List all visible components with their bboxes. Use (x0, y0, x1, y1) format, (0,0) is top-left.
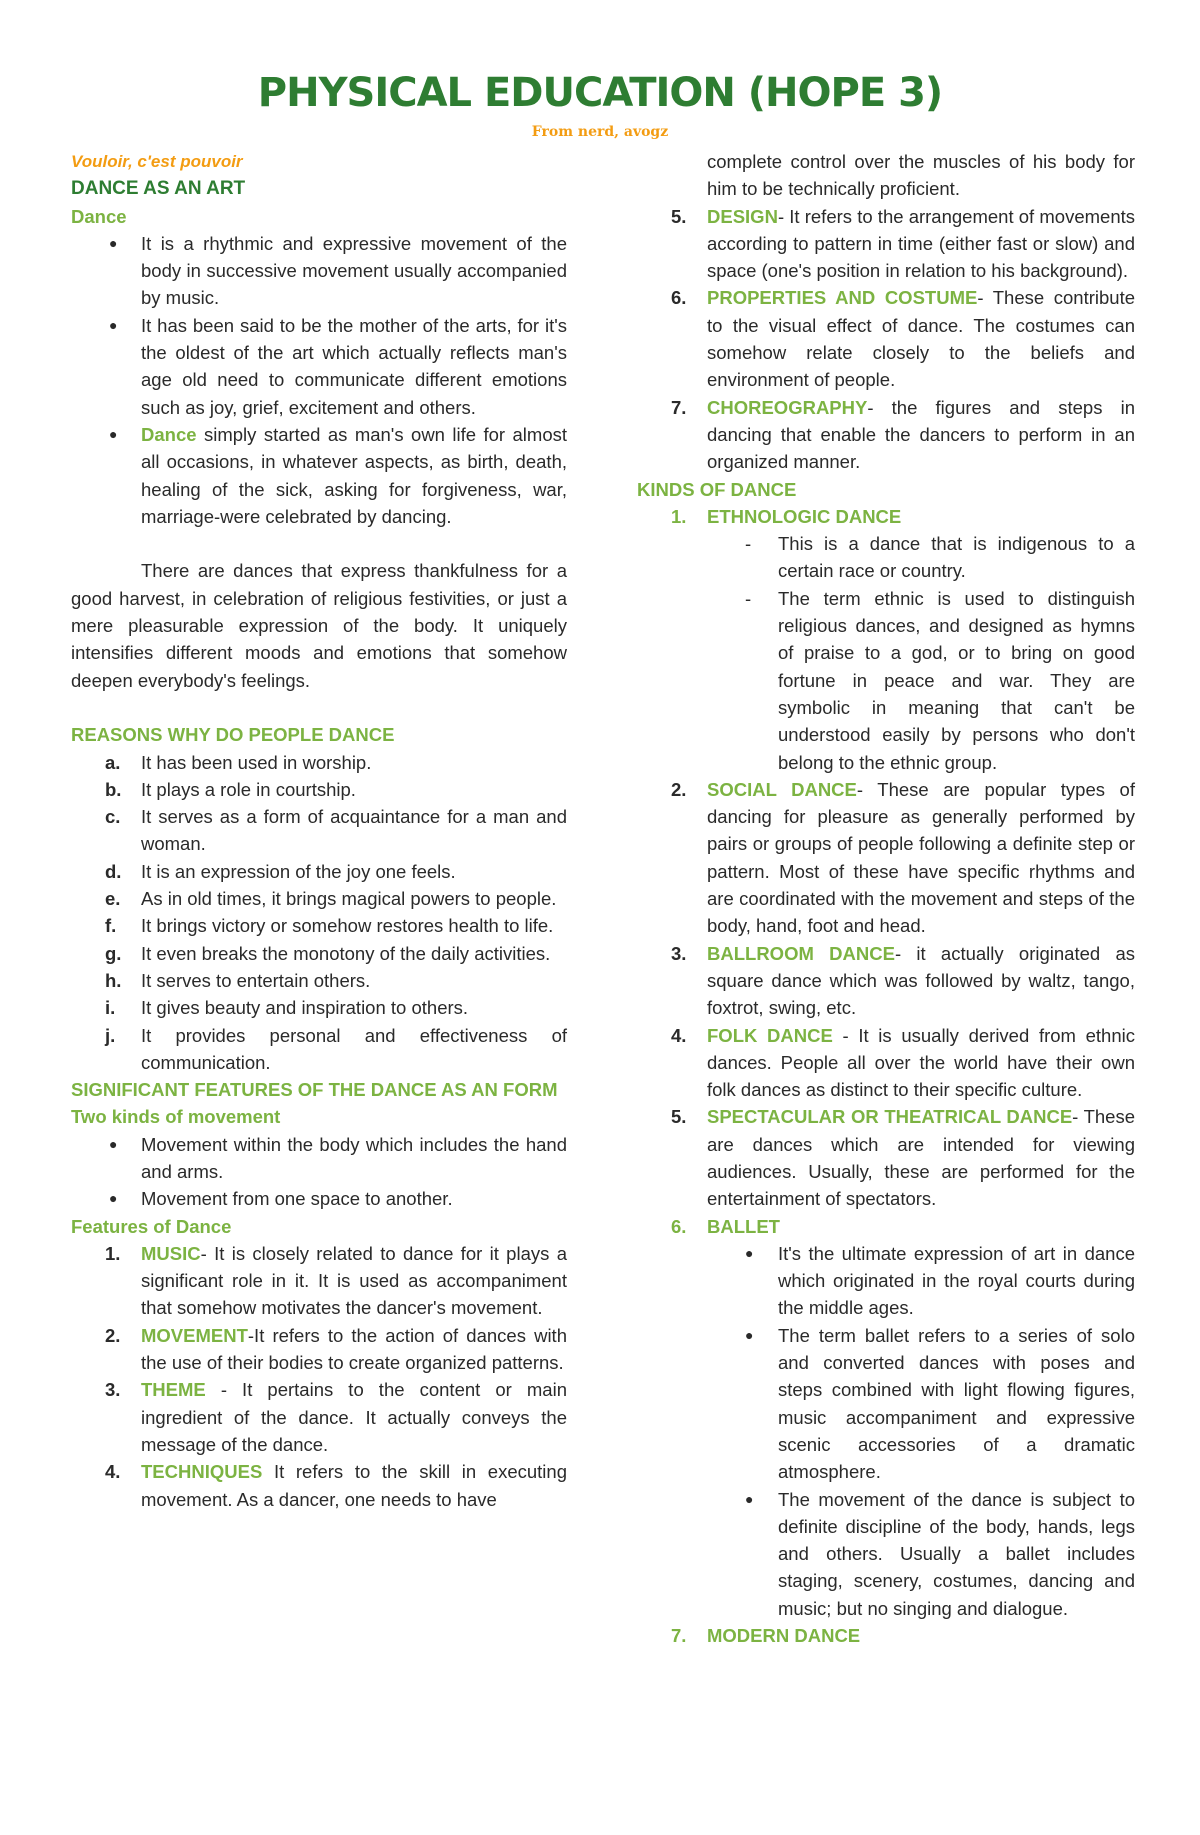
list-item: 4. FOLK DANCE - It is usually derived from ethnic dances. People all over the world have their own folk dances as distinct to their specific culture. (671, 1024, 1135, 1101)
list-item: 5. DESIGN- It refers to the arrangement of movements according to pattern in time (either fast or slow) and space (one's position in relation to his background). (671, 205, 1135, 282)
list-item: 7. CHOREOGRAPHY- the figures and steps in dancing that enable the dancers to perform in an organized manner. (671, 396, 1135, 473)
list-item: b. It plays a role in courtship. (105, 778, 356, 800)
keyword: Dance (141, 423, 197, 445)
list-item: ● It is a rhythmic and expressive movement of the body in successive movement usually accompanied by music. (71, 230, 567, 312)
keyword: CHOREOGRAPHY (707, 396, 868, 418)
list-item: ● The movement of the dance is subject to definite discipline of the body, hands, legs and others. Usually a ballet includes staging, scenery, costumes, dancing and music; but no singing and dialogue. (637, 1486, 1135, 1622)
features-section-title: SIGNIFICANT FEATURES OF THE DANCE AS AN FORM (71, 1079, 558, 1101)
left-column (71, 148, 567, 1513)
reasons-list (71, 749, 567, 1077)
list-item: ● The term ballet refers to a series of solo and converted dances with poses and steps combined with light flowing figures, music accompaniment and expressive scenic accessories of a dramatic atmosphere. (637, 1322, 1135, 1486)
paragraph: There are dances that express thankfulness for a good harvest, in celebration of religious festivities, or just a mere pleasurable expression of the body. It uniquely intensifies different moods and emotions that somehow deepen everybody's feelings. (71, 560, 567, 691)
list-item: 6. PROPERTIES AND COSTUME- These contribute to the visual effect of dance. The costumes can somehow relate closely to the beliefs and environment of people. (671, 287, 1135, 391)
keyword: BALLET (707, 1215, 780, 1237)
list-item: ● Movement within the body which includes the hand and arms. (71, 1131, 567, 1186)
kinds-list (637, 776, 1135, 1213)
list-item: ● It's the ultimate expression of art in dance which originated in the royal courts during the middle ages. (637, 1240, 1135, 1322)
list-item: j. It provides personal and effectiveness of communication. (105, 1024, 567, 1073)
list-item: d. It is an expression of the joy one feels. (105, 860, 456, 882)
list-item: 7. MODERN DANCE (671, 1625, 861, 1647)
list-item: 2. MOVEMENT-It refers to the action of dances with the use of their bodies to create organized patterns. (105, 1324, 567, 1374)
keyword: MUSIC (141, 1242, 201, 1264)
bullet-icon: ● (109, 316, 118, 333)
keyword: MODERN DANCE (707, 1625, 861, 1647)
list-item: - The term ethnic is used to distinguish religious dances, and designed as hymns of praise to a god, or to bring on good fortune in peace and war. They are symbolic in meaning that can't be understood easily by persons who don't belong to the ethnic group. (745, 587, 1135, 773)
bullet-icon: ● (109, 425, 118, 442)
kinds-heading: KINDS OF DANCE (637, 478, 797, 500)
bullet-icon: ● (745, 1244, 754, 1261)
list-item: c. It serves as a form of acquaintance for a man and woman. (105, 806, 567, 855)
features-heading: Features of Dance (71, 1215, 232, 1237)
list-item: h. It serves to entertain others. (105, 969, 371, 991)
keyword: ETHNOLOGIC DANCE (707, 505, 902, 527)
list-item: g. It even breaks the monotony of the daily activities. (105, 942, 551, 964)
right-column (637, 148, 1135, 1649)
list-item: - This is a dance that is indigenous to a certain race or country. (745, 533, 1135, 582)
keyword: MOVEMENT (141, 1324, 248, 1346)
continuation-text: complete control over the muscles of his body for him to be technically proficient. (707, 151, 1135, 200)
bullet-icon: ● (109, 1135, 118, 1152)
list-item: 3. THEME - It pertains to the content or main ingredient of the dance. It actually conveys the message of the dance. (105, 1379, 567, 1455)
keyword: FOLK DANCE (707, 1024, 833, 1046)
dance-heading: Dance (71, 205, 127, 227)
bullet-icon: ● (109, 1190, 118, 1207)
list-item: 1. MUSIC- It is closely related to dance for it plays a significant role in it. It is used as accompaniment that somehow motivates the dancer's movement. (105, 1242, 567, 1319)
list-item: ● Movement from one space to another. (71, 1185, 567, 1212)
movement-heading: Two kinds of movement (71, 1106, 281, 1128)
list-item: 1. ETHNOLOGIC DANCE (671, 505, 902, 527)
bullet-icon: ● (745, 1490, 754, 1507)
list-item: f. It brings victory or somehow restores health to life. (105, 915, 554, 937)
list-item: 2. SOCIAL DANCE- These are popular types of dancing for pleasure as generally performed by pairs or groups of people following a definite step or pattern. Most of these have specific rhythms and are coordinated with the movement and steps of the body, hand, foot and head. (671, 778, 1135, 937)
bullet-icon: ● (109, 234, 118, 251)
keyword: DESIGN (707, 205, 778, 227)
section-title-dance-as-art: DANCE AS AN ART (71, 178, 246, 200)
motto: Vouloir, c'est pouvoir (71, 152, 243, 171)
keyword: THEME (141, 1379, 206, 1401)
keyword: SPECTACULAR OR THEATRICAL DANCE (707, 1106, 1073, 1128)
bullet-icon: ● (745, 1326, 754, 1343)
list-item: 4. TECHNIQUES It refers to the skill in executing movement. As a dancer, one needs to have (105, 1461, 567, 1510)
features-list (71, 1240, 567, 1513)
list-item: ● It has been said to be the mother of the arts, for it's the oldest of the art which actually reflects man's age old need to communicate different emotions such as joy, grief, excitement and others. (71, 312, 567, 421)
keyword: PROPERTIES AND COSTUME (707, 287, 978, 309)
features-list-continued (637, 203, 1135, 476)
list-item: ● Dance simply started as man's own life for almost all occasions, in whatever aspects, as birth, death, healing of the sick, asking for forgiveness, war, marriage-were celebrated by dancing. (71, 421, 567, 530)
keyword: BALLROOM DANCE (707, 942, 895, 964)
keyword: SOCIAL DANCE (707, 778, 857, 800)
list-item: 5. SPECTACULAR OR THEATRICAL DANCE- These are dances which are intended for viewing audiences. Usually, these are performed for the entertainment of spectators. (671, 1106, 1135, 1210)
keyword: TECHNIQUES (141, 1461, 263, 1483)
reasons-heading: REASONS WHY DO PEOPLE DANCE (71, 724, 395, 746)
list-item: a. It has been used in worship. (105, 751, 372, 773)
list-item: 6. BALLET (671, 1215, 780, 1237)
list-item: 3. BALLROOM DANCE- it actually originated as square dance which was followed by waltz, tango, foxtrot, swing, etc. (671, 942, 1135, 1019)
list-item: i. It gives beauty and inspiration to others. (105, 997, 469, 1019)
list-item: e. As in old times, it brings magical powers to people. (105, 888, 557, 910)
page-title: PHYSICAL EDUCATION (HOPE 3) (257, 70, 943, 116)
page-subtitle: From nerd, avogz (531, 124, 669, 140)
